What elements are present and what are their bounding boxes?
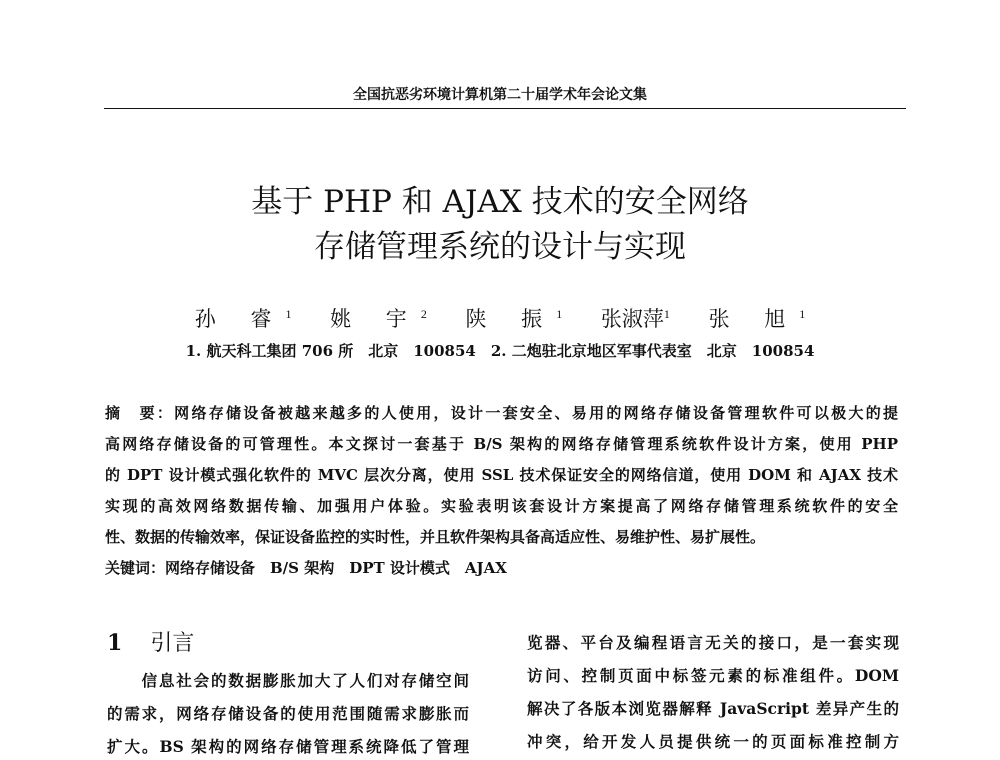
- paper-title-line-2: 存储管理系统的设计与实现: [314, 229, 686, 265]
- author: 张淑萍$^1$: [600, 307, 670, 331]
- left-column-line: 扩大。BS 架构的网络存储管理系统降低了管理: [107, 737, 469, 756]
- author: 张 旭$^1$: [708, 307, 806, 331]
- left-column-line: 信息社会的数据膨胀加大了人们对存储空间: [107, 671, 469, 690]
- running-header: 全国抗恶劣环境计算机第二十届学术年会论文集: [353, 87, 647, 103]
- author-list: [0, 303, 1000, 333]
- author: 孙 睿$^1$: [194, 307, 292, 331]
- keywords: 关键词：网络存储设备 B/S 架构 DPT 设计模式 AJAX: [105, 559, 507, 577]
- right-column-line: 冲突，给开发人员提供统一的页面标准控制方: [527, 732, 899, 751]
- abstract-line: 的 DPT 设计模式强化软件的 MVC 层次分离，使用 SSL 技术保证安全的网络信道，使用 DOM 和 AJAX 技术: [105, 466, 898, 484]
- affiliations: 1. 航天科工集团 706 所 北京 100854 2. 二炮驻北京地区军事代表室 北京 100854: [185, 342, 815, 360]
- abstract-line: 高网络存储设备的可管理性。本文探讨一套基于 B/S 架构的网络存储管理系统软件设计方案，使用 PHP: [105, 435, 898, 453]
- left-column-line: 的需求，网络存储设备的使用范围随需求膨胀而: [107, 704, 469, 723]
- right-column-line: 解决了各版本浏览器解释 JavaScript 差异产生的: [527, 699, 899, 718]
- section-heading: [107, 626, 194, 657]
- right-column-line: 访问、控制页面中标签元素的标准组件。DOM: [527, 666, 899, 685]
- section-number: 1: [107, 630, 123, 656]
- abstract-line: 实现的高效网络数据传输、加强用户体验。实验表明该套设计方案提高了网络存储管理系统软件的安全: [105, 497, 898, 515]
- right-column-line: 览器、平台及编程语言无关的接口，是一套实现: [527, 633, 899, 652]
- header-rule: [104, 108, 906, 109]
- section-title: 引言: [150, 631, 195, 656]
- author: 姚 宇$^2$: [330, 307, 427, 331]
- paper-title-line-1: 基于 PHP 和 AJAX 技术的安全网络: [251, 184, 749, 220]
- abstract-line: 性、数据的传输效率，保证设备监控的实时性，并且软件架构具备高适应性、易维护性、易扩展性。: [105, 528, 766, 546]
- abstract-line: 摘 要：网络存储设备被越来越多的人使用，设计一套安全、易用的网络存储设备管理软件可以极大的提: [105, 404, 898, 422]
- author: 陕 振$^1$: [465, 307, 563, 331]
